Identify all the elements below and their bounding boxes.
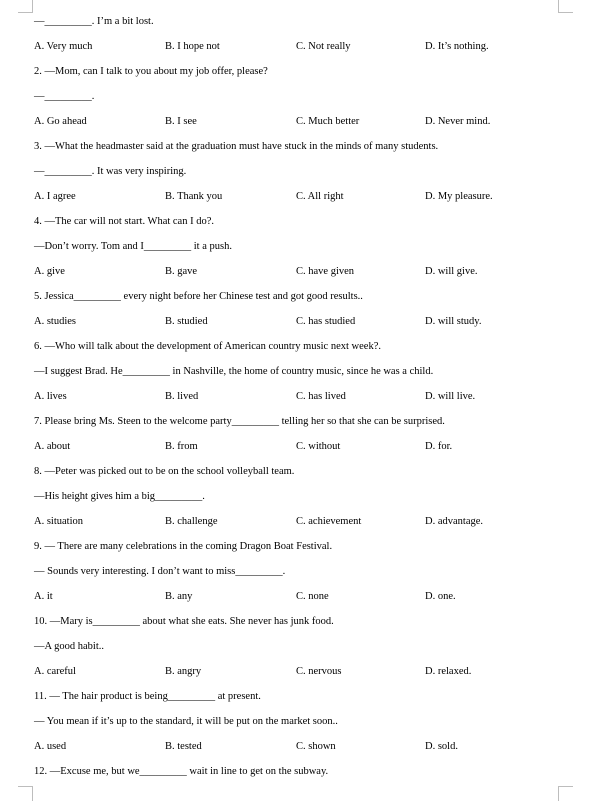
option-b: B. I see — [165, 116, 197, 127]
text-line: —A good habit.. — [34, 641, 104, 652]
option-d: D. My pleasure. — [425, 191, 493, 202]
question-7: 7. Please bring Ms. Steen to the welcome party_________ telling her so that she can be surprised. — [34, 416, 445, 427]
options-row — [34, 389, 554, 405]
text-line: —_________. I’m a bit lost. — [34, 16, 154, 27]
options-row — [34, 514, 554, 530]
question-11: 11. — The hair product is being_________ at present. — [34, 691, 261, 702]
text-line: —Don’t worry. Tom and I_________ it a push. — [34, 241, 232, 252]
text-line: —His height gives him a big_________. — [34, 491, 205, 502]
option-d: D. will live. — [425, 391, 476, 402]
options-row — [34, 439, 554, 455]
option-a: A. careful — [34, 666, 76, 677]
option-b: B. challenge — [165, 516, 218, 527]
options-row — [34, 189, 554, 205]
option-b: B. Thank you — [165, 191, 223, 202]
text-line: — You mean if it’s up to the standard, it will be put on the market soon.. — [34, 716, 338, 727]
option-a: A. lives — [34, 391, 67, 402]
option-b: B. lived — [165, 391, 199, 402]
options-row — [34, 314, 554, 330]
option-b: B. from — [165, 441, 198, 452]
option-c: C. achievement — [296, 516, 362, 527]
option-a: A. I agree — [34, 191, 76, 202]
crop-mark-bottom-right — [558, 786, 573, 801]
question-8: 8. —Peter was picked out to be on the school volleyball team. — [34, 466, 295, 477]
option-b: B. angry — [165, 666, 202, 677]
option-c: C. All right — [296, 191, 344, 202]
options-row — [34, 739, 554, 755]
option-d: D. for. — [425, 441, 453, 452]
option-c: C. Not really — [296, 41, 351, 52]
option-a: A. it — [34, 591, 53, 602]
options-row — [34, 589, 554, 605]
question-9: 9. — There are many celebrations in the coming Dragon Boat Festival. — [34, 541, 333, 552]
option-a: A. about — [34, 441, 71, 452]
option-b: B. studied — [165, 316, 208, 327]
option-d: D. advantage. — [425, 516, 484, 527]
text-line: —_________. It was very inspiring. — [34, 166, 187, 177]
option-a: A. give — [34, 266, 65, 277]
option-d: D. sold. — [425, 741, 458, 752]
question-5: 5. Jessica_________ every night before her Chinese test and got good results.. — [34, 291, 363, 302]
text-line: —I suggest Brad. He_________ in Nashville, the home of country music, since he was a child. — [34, 366, 434, 377]
option-c: C. Much better — [296, 116, 360, 127]
question-10: 10. —Mary is_________ about what she eats. She never has junk food. — [34, 616, 334, 627]
question-6: 6. —Who will talk about the development of American country music next week?. — [34, 341, 381, 352]
options-row — [34, 264, 554, 280]
option-a: A. used — [34, 741, 67, 752]
option-c: C. without — [296, 441, 341, 452]
crop-mark-bottom-left — [18, 786, 33, 801]
option-c: C. has lived — [296, 391, 346, 402]
option-b: B. tested — [165, 741, 202, 752]
text-line: —_________. — [34, 91, 95, 102]
option-d: D. will give. — [425, 266, 478, 277]
option-a: A. Very much — [34, 41, 93, 52]
option-a: A. studies — [34, 316, 76, 327]
option-d: D. one. — [425, 591, 456, 602]
options-row — [34, 39, 554, 55]
option-d: D. Never mind. — [425, 116, 491, 127]
options-row — [34, 664, 554, 680]
option-a: A. Go ahead — [34, 116, 87, 127]
question-2: 2. —Mom, can I talk to you about my job offer, please? — [34, 66, 268, 77]
crop-mark-top-left — [18, 0, 33, 13]
question-12: 12. —Excuse me, but we_________ wait in line to get on the subway. — [34, 766, 329, 777]
option-c: C. has studied — [296, 316, 356, 327]
option-b: B. gave — [165, 266, 198, 277]
crop-mark-top-right — [558, 0, 573, 13]
option-c: C. none — [296, 591, 329, 602]
option-b: B. any — [165, 591, 193, 602]
option-d: D. It’s nothing. — [425, 41, 489, 52]
option-c: C. shown — [296, 741, 336, 752]
option-a: A. situation — [34, 516, 83, 527]
option-d: D. will study. — [425, 316, 482, 327]
options-row — [34, 114, 554, 130]
question-4: 4. —The car will not start. What can I do?. — [34, 216, 214, 227]
option-d: D. relaxed. — [425, 666, 472, 677]
text-line: — Sounds very interesting. I don’t want to miss_________. — [34, 566, 286, 577]
option-c: C. have given — [296, 266, 355, 277]
option-b: B. I hope not — [165, 41, 220, 52]
question-3: 3. —What the headmaster said at the graduation must have stuck in the minds of many students. — [34, 141, 439, 152]
option-c: C. nervous — [296, 666, 342, 677]
